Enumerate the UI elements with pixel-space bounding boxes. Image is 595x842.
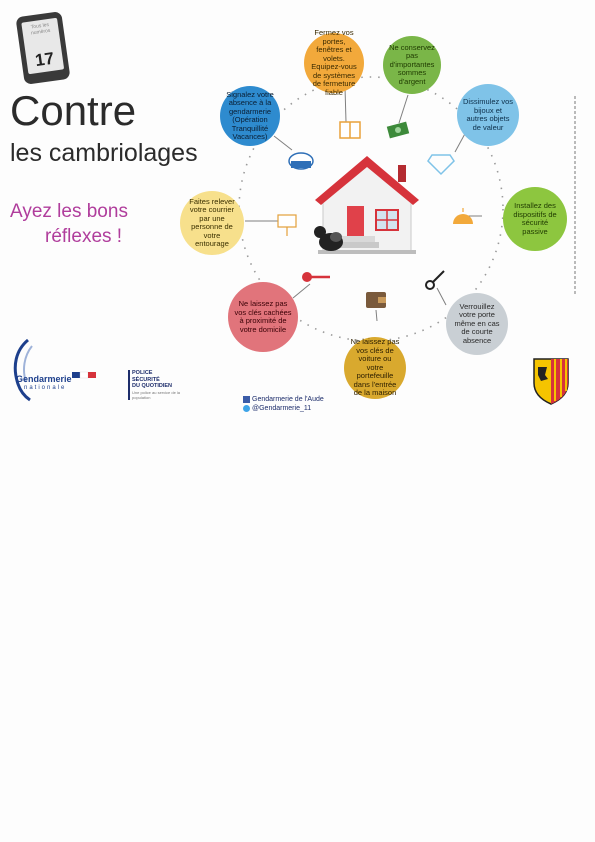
tip-bubble-mail [180, 191, 244, 255]
title-line-2: les cambriolages [10, 139, 198, 167]
wallet-icon [366, 292, 386, 308]
phone-screen [21, 18, 64, 75]
tip-text: Ne laissez pas vos clés de voiture ou votre portefeuille dans l'entrée de la maison [350, 337, 400, 398]
side-print-mark [571, 96, 579, 296]
title-line-1: Contre [10, 87, 137, 134]
tip-bubble-lock-door [446, 293, 508, 355]
facebook-icon [243, 396, 250, 403]
facebook-link[interactable] [243, 395, 324, 404]
police-securite-logo [132, 370, 192, 400]
police-logo-bar [128, 370, 130, 400]
gendarmerie-subtitle: nationale [24, 385, 67, 391]
tip-bubble-windows [304, 28, 364, 97]
red-key-icon [302, 272, 330, 282]
phone-number: 17 [33, 48, 56, 71]
twitter-label: @Gendarmerie_11 [252, 405, 312, 412]
facebook-label: Gendarmerie de l'Aude [252, 396, 324, 403]
slogan-line-1: Ayez les bons [10, 201, 128, 222]
diamond-icon [428, 155, 454, 174]
tip-bubble-jewels [457, 84, 519, 146]
money-icon [387, 122, 409, 139]
gendarmerie-name: Gendarmerie [16, 374, 72, 384]
police-hat-icon [289, 153, 313, 169]
aude-coat-of-arms-icon [532, 357, 570, 405]
tip-bubble-money [383, 36, 441, 94]
tip-text: Ne laissez pas vos clés cachées à proximité de votre domicile [234, 299, 292, 334]
key-icon [426, 271, 444, 289]
tip-text: Signalez votre absence à la gendarmerie (Opération Tranquillité Vacances) [226, 89, 274, 141]
phone-small-text: Tous les numéros [30, 21, 51, 37]
twitter-icon [243, 405, 250, 412]
social-links [243, 395, 324, 413]
tip-bubble-wallet [344, 337, 406, 399]
window-icon [340, 122, 360, 138]
tip-text: Dissimulez vos bijoux et autres objets de valeur [463, 97, 514, 132]
tip-text: Faites relever votre courrier par une personne de votre entourage [189, 196, 235, 248]
tip-bubble-security [503, 187, 567, 251]
tip-text: Verrouillez votre porte même en cas de courte absence [454, 301, 500, 345]
tip-text: Ne conservez pas d'importantes sommes d'argent [389, 42, 435, 86]
police-line-2: SÉCURITÉ [132, 376, 160, 383]
twitter-link[interactable] [243, 404, 324, 413]
slogan-line-2: réflexes ! [45, 226, 123, 247]
police-subtitle: Une police au service de la population [132, 389, 181, 400]
police-line-1: POLICE [132, 370, 153, 376]
tip-bubble-absence [220, 86, 280, 146]
tip-text: Installez des dispositifs de sécurité passive [513, 201, 557, 236]
police-line-3: DU QUOTIDIEN [132, 383, 173, 389]
tip-bubble-hidden-keys [228, 282, 298, 352]
phone-17-icon [15, 11, 70, 85]
gendarmerie-logo [10, 336, 110, 406]
mailbox-icon [278, 215, 296, 236]
tip-text: Fermez vos portes, fenêtres et volets. Equipez-vous de systèmes de fermeture fiable [311, 28, 357, 97]
